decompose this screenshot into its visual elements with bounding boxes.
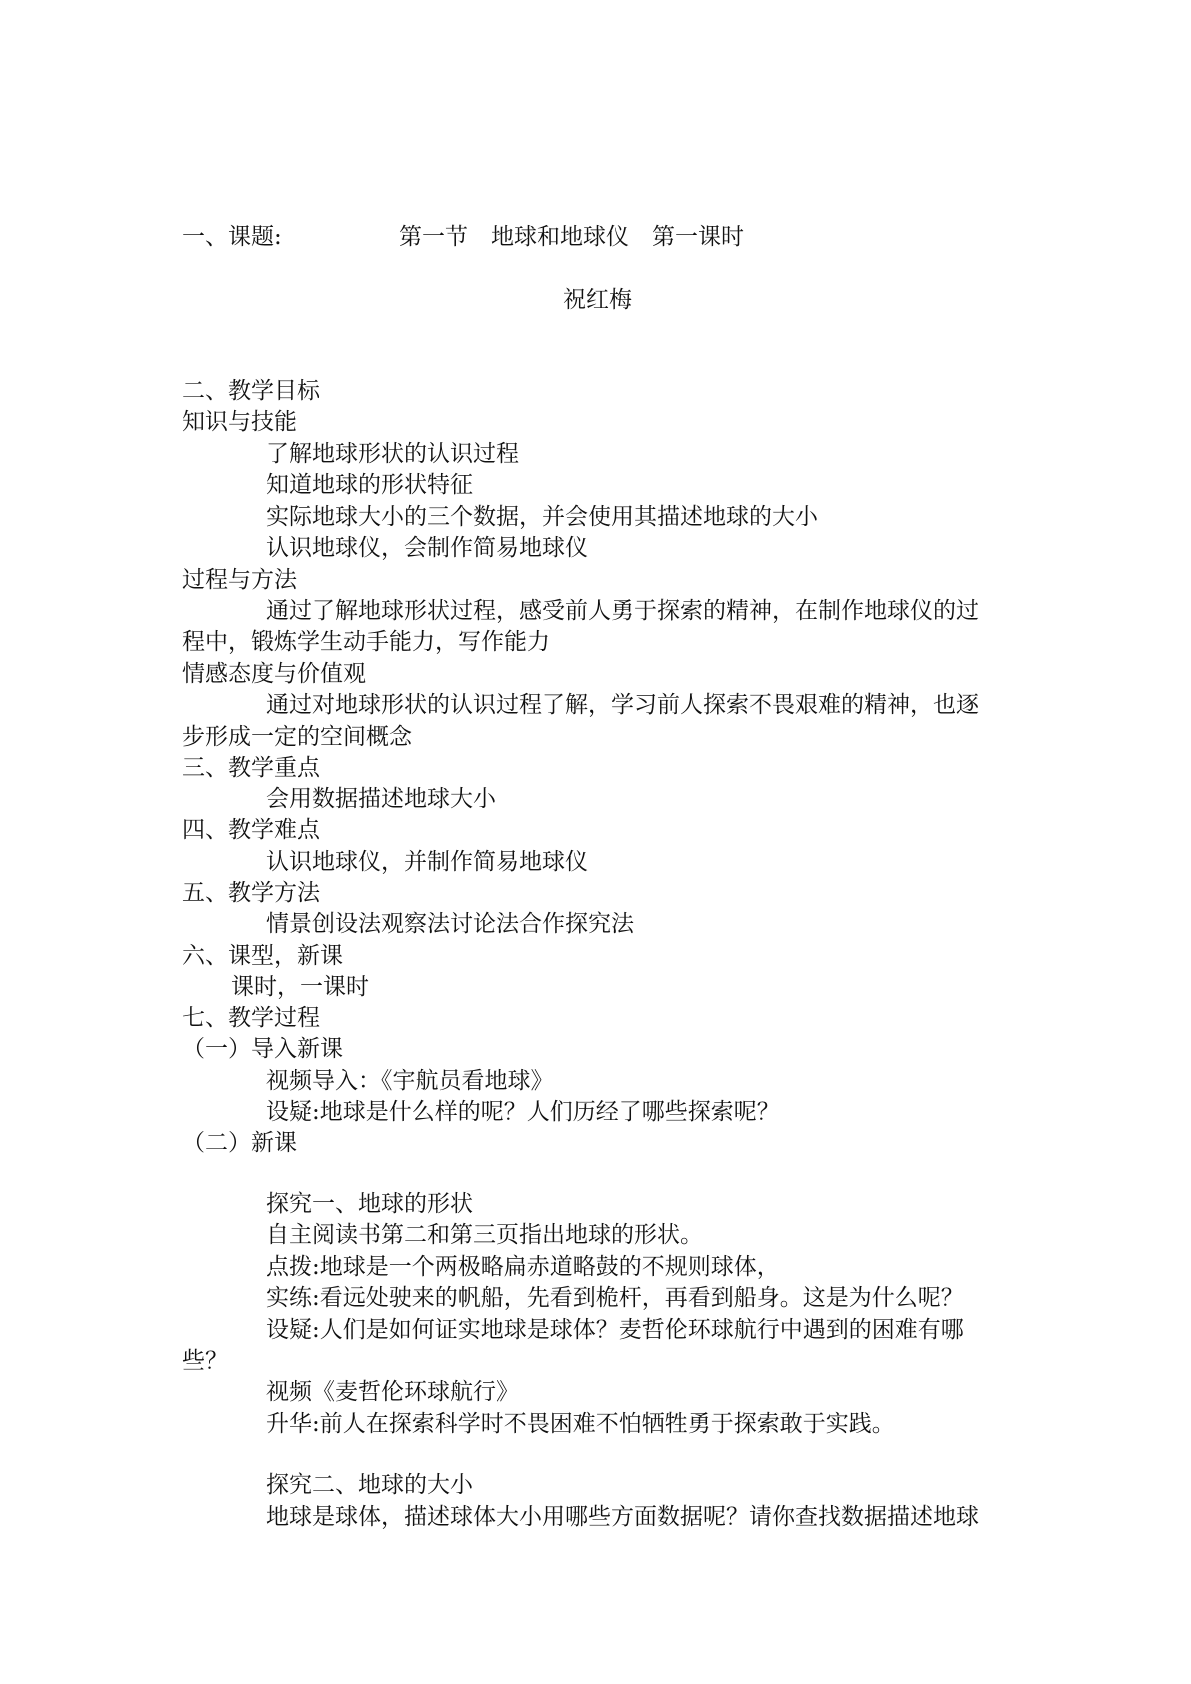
section-heading-difficulties: 四、教学难点 bbox=[182, 817, 320, 843]
objective-item: 认识地球仪，会制作简易地球仪 bbox=[266, 535, 588, 561]
objective-item: 知道地球的形状特征 bbox=[266, 472, 473, 498]
procedure-item: 地球是球体，描述球体大小用哪些方面数据呢？请你查找数据描述地球 bbox=[266, 1504, 979, 1530]
procedure-item: 设疑:地球是什么样的呢？人们历经了哪些探索呢？ bbox=[266, 1099, 780, 1125]
method-item: 情景创设法观察法讨论法合作探究法 bbox=[266, 911, 634, 937]
subheading-attitude: 情感态度与价值观 bbox=[182, 661, 366, 687]
subsection-heading-intro: （一）导入新课 bbox=[182, 1036, 343, 1062]
procedure-item: 升华:前人在探索科学时不畏困难不怕牺牲勇于探索敢于实践。 bbox=[266, 1411, 895, 1437]
objective-item: 了解地球形状的认识过程 bbox=[266, 441, 519, 467]
paragraph-line: 些？ bbox=[182, 1348, 228, 1374]
subsection-heading-new-lesson: （二）新课 bbox=[182, 1130, 297, 1156]
difficulty-item: 认识地球仪，并制作简易地球仪 bbox=[266, 849, 588, 875]
section-heading-lesson-type: 六、课型，新课 bbox=[182, 943, 343, 969]
inquiry-heading: 探究二、地球的大小 bbox=[266, 1472, 473, 1498]
section-heading-procedure: 七、教学过程 bbox=[182, 1005, 320, 1031]
key-point-item: 会用数据描述地球大小 bbox=[266, 786, 496, 812]
procedure-item: 实练:看远处驶来的帆船，先看到桅杆，再看到船身。这是为什么呢？ bbox=[266, 1285, 964, 1311]
procedure-item: 设疑:人们是如何证实地球是球体？麦哲伦环球航行中遇到的困难有哪 bbox=[266, 1317, 964, 1343]
paragraph-line: 通过对地球形状的认识过程了解，学习前人探索不畏艰难的精神，也逐 bbox=[266, 692, 979, 718]
section-heading-methods: 五、教学方法 bbox=[182, 880, 320, 906]
subheading-process: 过程与方法 bbox=[182, 567, 297, 593]
subheading-knowledge: 知识与技能 bbox=[182, 409, 297, 435]
procedure-item: 点拨:地球是一个两极略扁赤道略鼓的不规则球体， bbox=[266, 1254, 780, 1280]
section-heading-key-points: 三、教学重点 bbox=[182, 755, 320, 781]
lesson-title: 第一节 地球和地球仪 第一课时 bbox=[399, 224, 744, 250]
paragraph-line: 通过了解地球形状过程，感受前人勇于探索的精神，在制作地球仪的过 bbox=[266, 598, 979, 624]
lesson-title-label: 一、课题: bbox=[182, 224, 282, 250]
procedure-item: 视频《麦哲伦环球航行》 bbox=[266, 1379, 519, 1405]
paragraph-line: 程中，锻炼学生动手能力，写作能力 bbox=[182, 629, 550, 655]
lesson-period: 课时，一课时 bbox=[231, 974, 369, 1000]
section-heading-objectives: 二、教学目标 bbox=[182, 378, 320, 404]
procedure-item: 自主阅读书第二和第三页指出地球的形状。 bbox=[266, 1222, 703, 1248]
objective-item: 实际地球大小的三个数据，并会使用其描述地球的大小 bbox=[266, 504, 818, 530]
procedure-item: 视频导入：《宇航员看地球》 bbox=[266, 1068, 554, 1094]
author-name: 祝红梅 bbox=[563, 287, 632, 313]
paragraph-line: 步形成一定的空间概念 bbox=[182, 724, 412, 750]
inquiry-heading: 探究一、地球的形状 bbox=[266, 1191, 473, 1217]
